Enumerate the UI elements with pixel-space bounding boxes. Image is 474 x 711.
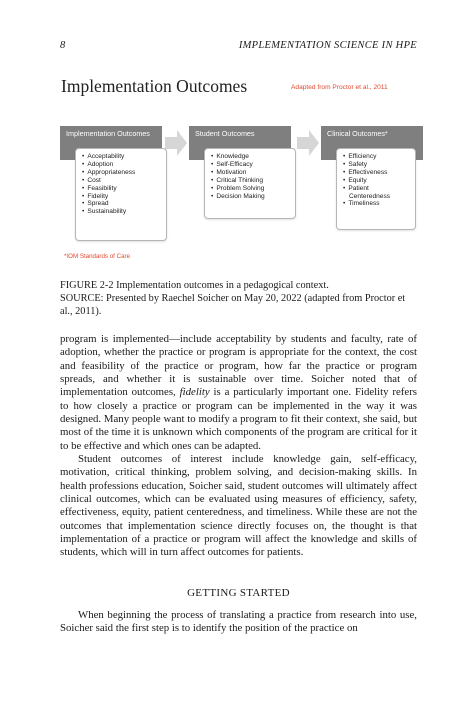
body-text: is a particularly important one. Fidelity refers to how closely a practice or program can be implemented in the way it was designed. Many people want to modify a program to fit their context, she said, but most of the time it is unknown which components of the program are critical for it to be effective and which ones can be adapted. <box>60 386 417 452</box>
column-list-box-student <box>204 148 296 219</box>
outcome-item: • Sustainability <box>80 208 162 216</box>
body-text: When beginning the process of translating a practice from research into use, Soicher said the first step is to identify the position of the practice on <box>60 609 417 635</box>
outcome-item: • Fidelity <box>80 193 162 201</box>
column-list-box-clinical <box>336 148 416 230</box>
figure-caption <box>60 280 417 318</box>
outcome-item: • Timeliness <box>341 200 411 208</box>
body-text: program is implemented—include acceptability by students and faculty, rate of adoption, whether the practice or program is appropriate for the context, the cost and feasibility of the practice or program, how far the practice or program spreads, and whether it is sustainable over time. Soicher noted that of implementation outcomes, <box>60 333 417 399</box>
outcome-item: • Safety <box>341 161 411 169</box>
outcome-item: • Decision Making <box>209 193 291 201</box>
section-heading: GETTING STARTED <box>187 587 290 599</box>
outcome-column-implementation <box>60 126 162 241</box>
caption-source: SOURCE: Presented by Raechel Soicher on May 20, 2022 (adapted from Proctor et al., 2011). <box>60 292 406 317</box>
outcome-list-clinical <box>341 153 411 208</box>
body-emphasis: fidelity <box>179 386 210 399</box>
outcome-item: • Feasibility <box>80 185 162 193</box>
outcome-item: • Cost <box>80 177 162 185</box>
body-paragraph <box>60 333 417 453</box>
outcome-item: • Equity <box>341 177 411 185</box>
figure-footnote: *IOM Standards of Care <box>64 253 131 260</box>
outcome-item: • Spread <box>80 200 162 208</box>
running-title: IMPLEMENTATION SCIENCE IN HPE <box>238 40 417 51</box>
caption-label: FIGURE 2-2 <box>60 280 114 291</box>
outcome-item: • Problem Solving <box>209 185 291 193</box>
outcome-list-student <box>209 153 291 200</box>
page-number: 8 <box>60 40 66 51</box>
outcome-item: • Knowledge <box>209 153 291 161</box>
outcome-item: • Efficiency <box>341 153 411 161</box>
column-list-box-implementation <box>75 148 167 241</box>
figure-implementation-outcomes <box>60 72 420 272</box>
figure-title: Implementation Outcomes <box>61 76 248 96</box>
outcome-item: • Critical Thinking <box>209 177 291 185</box>
outcome-column-student <box>189 126 291 219</box>
outcome-item: • Adoption <box>80 161 162 169</box>
outcome-item: • Appropriateness <box>80 169 162 177</box>
column-heading-student: Student Outcomes <box>189 126 291 160</box>
outcome-item: • Self-Efficacy <box>209 161 291 169</box>
body-paragraph <box>60 453 417 560</box>
body-paragraph <box>60 609 417 636</box>
running-header <box>60 40 417 56</box>
outcome-item: • Motivation <box>209 169 291 177</box>
caption-text: Implementation outcomes in a pedagogical context. <box>116 280 329 291</box>
arrow-right-icon <box>165 130 187 156</box>
caption-line <box>60 280 417 293</box>
body-text: Student outcomes of interest include knowledge gain, self-efficacy, motivation, critical thinking, problem solving, and decision-making skills. In health professions education, Soicher said, student outcomes will ultimately affect clinical outcomes, which can be evaluated using measures of efficiency, safety, effectiveness, equity, patient centeredness, and timeliness. While these are not the outcomes that implementation science directly focuses on, the thought is that implementation of a practice or program will affect the knowledge and skills of students, which will in turn affect outcomes for patients. <box>60 453 417 559</box>
outcome-item: • Effectiveness <box>341 169 411 177</box>
figure-adapted-note: Adapted from Proctor et al., 2011 <box>291 84 388 91</box>
column-heading-clinical: Clinical Outcomes* <box>321 126 423 160</box>
outcome-item: • Patient Centeredness <box>341 185 411 201</box>
outcome-column-clinical <box>321 126 423 230</box>
outcome-item: • Acceptability <box>80 153 162 161</box>
column-heading-implementation: Implementation Outcomes <box>60 126 162 160</box>
arrow-right-icon <box>297 130 319 156</box>
outcome-list-implementation <box>80 153 162 216</box>
